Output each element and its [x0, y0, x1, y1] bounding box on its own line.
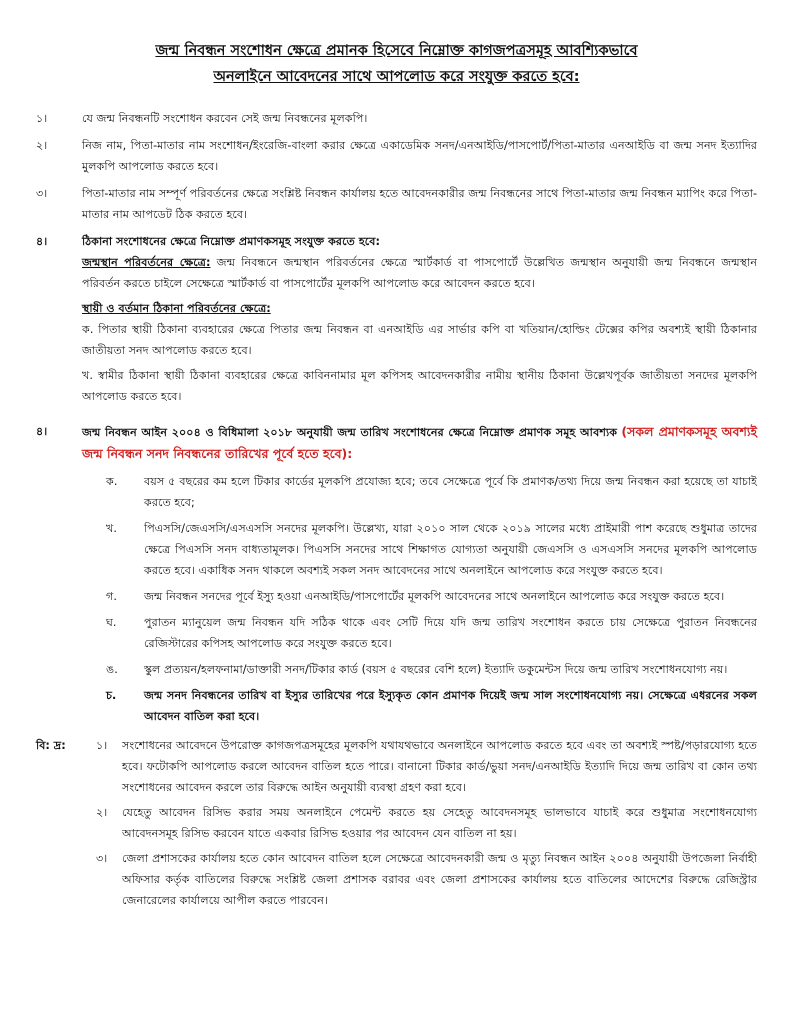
- note-item: [88, 848, 757, 911]
- subitem-text: বয়স ৫ বছরের কম হলে টিকার কার্ডের মূলকপি প্রযোজ্য হবে; তবে সেক্ষেত্রে পূর্বে কি প্রমাণক/তথ্য দিয়ে জন্ম নিবন্ধন করা হয়েছে তা যাচাই করতে হবে;: [144, 475, 757, 509]
- item-number: ৪।: [36, 235, 48, 248]
- note-section: [36, 735, 757, 915]
- address-heading: ঠিকানা সংশোধনের ক্ষেত্রে নিম্নোক্ত প্রমাণকসমূহ সংযুক্ত করতে হবে:: [82, 235, 380, 248]
- subitem-text: পুরাতন ম্যানুয়েল জন্ম নিবন্ধন যদি সঠিক থাকে এবং সেটি দিয়ে যদি জন্ম তারিখ সংশোধন করতে চায় সেক্ষেত্রে পুরাতন নিবন্ধনের রেজিস্টারের কপিসহ আপলোড করে সংযুক্ত করতে হবে।: [144, 616, 757, 650]
- subitem-text: জন্ম সনদ নিবন্ধনের তারিখ বা ইস্যুর তারিখের পরে ইস্যুকৃত কোন প্রমাণক দিয়েই জন্ম সাল সংশোধনযোগ্য নয়। সেক্ষেত্রে এধরনের সকল আবেদন বাতিল করা হবে।: [144, 689, 757, 723]
- page-title: [36, 38, 757, 90]
- dob-subitem: [82, 518, 757, 581]
- title-line-2: অনলাইনে আবেদনের সাথে আপলোড করে সংযুক্ত করতে হবে:: [213, 69, 580, 85]
- subitem-text: স্কুল প্রত্যয়ন/হলফনামা/ডাক্তারী সনদ/টিকার কার্ড (বয়স ৫ বছরের বেশি হলে) ইত্যাদি ডকুমেন্টস দিয়ে জন্ম তারিখ সংশোধনযোগ্য নয়।: [144, 663, 728, 676]
- item-number: ২।: [36, 139, 48, 152]
- note-item: [88, 802, 757, 844]
- subitem-number: ঘ.: [106, 616, 117, 629]
- dob-heading-block: [82, 421, 757, 465]
- dob-subitem: [82, 685, 757, 727]
- item-text: নিজ নাম, পিতা-মাতার নাম সংশোধন/ইংরেজি-বাংলা করার ক্ষেত্রে একাডেমিক সনদ/এনআইডি/পাসপোর্ট/পিতা-মাতার এনআইডি বা জন্ম সনদ ইত্যাদির মুলকপি আপলোড করতে হবে।: [82, 139, 757, 173]
- note-item-text: যেহেতু আবেদন রিসিভ করার সময় অনলাইনে পেমেন্ট করতে হয় সেহেতু আবেদনসমূহ ভালভাবে যাচাই করে শুধুমাত্র সংশোধনযোগ্য আবেদনসমূহ রিসিভ করবেন যাতে একবার রিসিভ হওয়ার পর আবেদন যেন বাতিল না হয়।: [122, 806, 757, 840]
- subitem-text: পিএসসি/জেএসসি/এসএসসি সনদের মূলকপি। উল্লেখ্য, যারা ২০১০ সাল থেকে ২০১৯ সালের মধ্যে প্রাইমারী পাশ করেছে শুধুমাত্র তাদের ক্ষেত্রে পিএসসি সনদ বাধ্যতামূলক। পিএসসি সনদের সাথে শিক্ষাগত যোগ্যতা অনুযায়ী জেএসসি ও এসএসসি সনদের মূলকপি আপলোড করতে হবে। একাধিক সনদ থাকলে অবশ্যই সকল সনদ আবেদনের সাথে অনলাইনে আপলোড করে সংযুক্ত করতে হবে।: [144, 522, 757, 577]
- note-label: বি: দ্র:: [36, 739, 66, 752]
- dob-red-notice: (সকল প্রমাণকসমূহ অবশ্যই জন্ম নিবন্ধন সনদ নিবন্ধনের তারিখের পূর্বে হতে হবে):: [82, 424, 757, 461]
- subitem-text: জন্ম নিবন্ধন সনদের পূর্বে ইস্যু হওয়া এনআইডি/পাসপোর্টের মূলকপি আবেদনের সাথে অনলাইনে আপলোড করে সংযুক্ত করতে হবে।: [144, 590, 725, 603]
- note-item: [88, 735, 757, 798]
- title-line-1: জন্ম নিবন্ধন সংশোধন ক্ষেত্রে প্রমানক হিসেবে নিম্নোক্ত কাগজপত্রসমূহ আবশ্যিকভাবে: [155, 43, 638, 59]
- item-text: পিতা-মাতার নাম সম্পূর্ণ পরিবর্তনের ক্ষেত্রে সংশ্লিষ্ট নিবন্ধন কার্যালয় হতে আবেদনকারীর জন্ম নিবন্ধনের সাথে পিতা-মাতার জন্ম নিবন্ধন ম্যাপিং করে পিতা-মাতার নাম আপডেট ঠিক করতে হবে।: [82, 187, 757, 221]
- note-item-text: জেলা প্রশাসকের কার্যালয় হতে কোন আবেদন বাতিল হলে সেক্ষেত্রে আবেদনকারী জন্ম ও মৃত্যু নিবন্ধন আইন ২০০৪ অনুযায়ী উপজেলা নির্বাহী অফিসার কর্তৃক বাতিলের বিরুদ্ধে সংশ্লিষ্ট জেলা প্রশাসক বরাবর এবং জেলা প্রশাসকের কার্যালয় হতে বাতিলের আদেশের বিরুদ্ধে রেজিস্ট্রার জেনারেলের কার্যালয়ে আপীল করতে পারবেন।: [122, 852, 757, 907]
- dob-heading: জন্ম নিবন্ধন আইন ২০০৪ ও বিধিমালা ২০১৮ অনুযায়ী জন্ম তারিখ সংশোধনের ক্ষেত্রে নিম্নোক্ত প্রমাণক সমূহ আবশ্যক: [82, 426, 618, 439]
- birthplace-label: জন্মস্থান পরিবর্তনের ক্ষেত্রে:: [82, 256, 211, 269]
- subitem-number: ক.: [106, 475, 118, 488]
- dob-section: [36, 421, 757, 465]
- permanent-address-b: খ. স্বামীর ঠিকানা স্থায়ী ঠিকানা ব্যবহারের ক্ষেত্রে কাবিননামার মূল কপিসহ আবেদনকারীর নামীয় স্থানীয় ঠিকানা উল্লেখপূর্বক জাতীয়তা সনদের মূলকপি আপলোড করতে হবে।: [82, 369, 757, 403]
- dob-subitem: [82, 471, 757, 513]
- address-section: [36, 231, 757, 252]
- dob-subitem: [82, 659, 757, 680]
- dob-subitem: [82, 612, 757, 654]
- subitem-number: গ.: [106, 590, 117, 603]
- note-item-number: ৩।: [96, 852, 108, 865]
- item-number: ৪।: [36, 425, 48, 438]
- permanent-address-heading: স্থায়ী ও বর্তমান ঠিকানা পরিবর্তনের ক্ষেত্রে:: [82, 302, 271, 315]
- requirement-item: [36, 135, 757, 177]
- requirement-item: [36, 183, 757, 225]
- note-items: [88, 735, 757, 915]
- item-number: ১।: [36, 112, 48, 125]
- requirement-item: [36, 108, 757, 129]
- note-item-text: সংশোধনের আবেদনে উপরোক্ত কাগজপত্রসমূহের মূলকপি যথাযথভাবে অনলাইনে আপলোড করতে হবে এবং তা অবশ্যই স্পষ্ট/পড়ারযোগ্য হতে হবে। ফটোকপি আপলোড করলে আবেদন বাতিল হতে পারে। বানানো টিকার কার্ড/ভুয়া সনদ/এনআইডি ইত্যাদি দিয়ে জন্ম তারিখ বা কোন তথ্য সংশোধনের আবেদন করলে তার বিরুদ্ধে আইন অনুযায়ী ব্যবস্থা গ্রহণ করা হবে।: [122, 739, 757, 794]
- permanent-address-label: [82, 298, 757, 319]
- item-text: যে জন্ম নিবন্ধনটি সংশোধন করবেন সেই জন্ম নিবন্ধনের মূলকপি।: [82, 112, 368, 125]
- birthplace-change: [82, 252, 757, 294]
- birthplace-text: জন্ম নিবন্ধনে জন্মস্থান পরিবর্তনের ক্ষেত্রে স্মার্টকার্ড বা পাসপোর্টে উল্লেখিত জন্মস্থান অনুযায়ী জন্ম নিবন্ধনে জন্মস্থান পরিবর্তন করতে চাইলে সেক্ষেত্রে স্মার্টকার্ড বা পাসপোর্টের মূলকপি আপলোড করে আবেদন করতে হবে।: [82, 256, 757, 290]
- item-number: ৩।: [36, 187, 48, 200]
- permanent-address-a: ক. পিতার স্থায়ী ঠিকানা ব্যবহারের ক্ষেত্রে পিতার জন্ম নিবন্ধন বা এনআইডি এর সার্ভার কপি বা খতিয়ান/হোল্ডিং টেক্সের কপির অবশ্যই স্থায়ী ঠিকানার জাতীয়তা সনদ আপলোড করতে হবে।: [82, 323, 757, 357]
- subitem-number: চ.: [106, 689, 117, 702]
- note-item-number: ২।: [96, 806, 108, 819]
- subitem-number: ঙ.: [106, 663, 118, 676]
- dob-subitem: [82, 586, 757, 607]
- subitem-number: খ.: [106, 522, 117, 535]
- note-item-number: ১।: [96, 739, 108, 752]
